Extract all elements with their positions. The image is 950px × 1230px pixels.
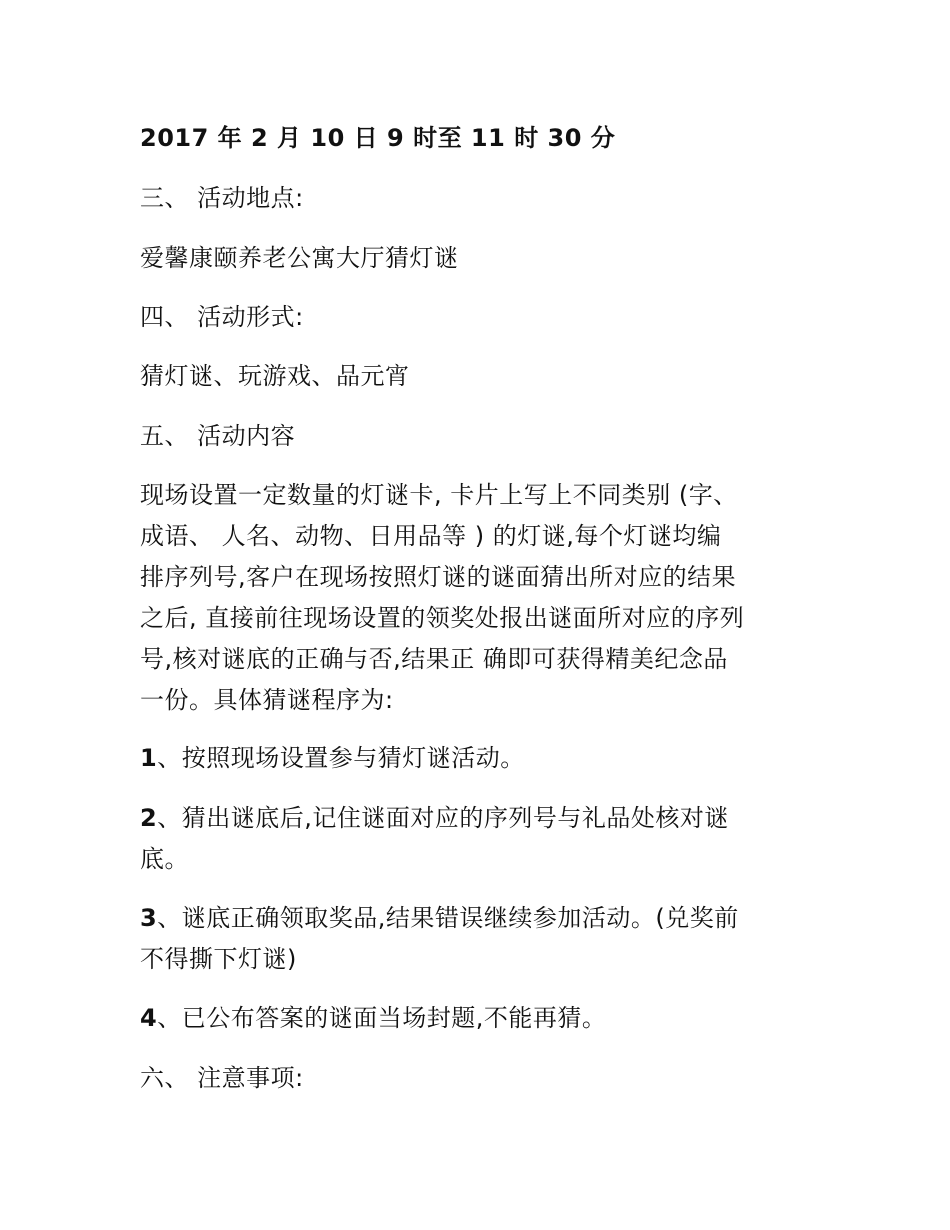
step-item	[140, 900, 820, 936]
form-text: 猜灯谜、玩游戏、品元宵	[140, 362, 410, 390]
step-continuation: 底。	[140, 845, 189, 873]
section-heading-notes: 六、 注意事项:	[140, 1064, 304, 1092]
activity-time: 2017 年 2 月 10 日 9 时至 11 时 30 分	[140, 124, 616, 152]
step-number: 2	[140, 804, 158, 832]
step-text: 、已公布答案的谜面当场封题,不能再猜。	[157, 1004, 607, 1032]
step-text: 、按照现场设置参与猜灯谜活动。	[157, 744, 525, 772]
step-item	[140, 740, 820, 776]
section-heading-location: 三、 活动地点:	[140, 184, 304, 212]
step-number: 1	[140, 744, 158, 772]
step-number: 4	[140, 1004, 158, 1032]
step-text: 、猜出谜底后,记住谜面对应的序列号与礼品处核对谜	[157, 804, 729, 832]
content-line: 现场设置一定数量的灯谜卡, 卡片上写上不同类别 (字、	[140, 481, 738, 509]
step-item	[140, 800, 820, 836]
content-line: 成语、 人名、动物、日用品等 ) 的灯谜,每个灯谜均编	[140, 522, 722, 550]
content-line: 一份。具体猜谜程序为:	[140, 686, 394, 714]
content-line: 号,核对谜底的正确与否,结果正 确即可获得精美纪念品	[140, 645, 728, 673]
section-heading-form: 四、 活动形式:	[140, 303, 304, 331]
step-continuation: 不得撕下灯谜)	[140, 945, 297, 973]
section-heading-content: 五、 活动内容	[140, 422, 296, 450]
content-line: 之后, 直接前往现场设置的领奖处报出谜面所对应的序列	[140, 604, 745, 632]
content-line: 排序列号,客户在现场按照灯谜的谜面猜出所对应的结果	[140, 563, 737, 591]
step-number: 3	[140, 904, 158, 932]
step-item	[140, 1000, 820, 1036]
location-text: 爱馨康颐养老公寓大厅猜灯谜	[140, 244, 459, 272]
step-text: 、谜底正确领取奖品,结果错误继续参加活动。(兑奖前	[157, 904, 739, 932]
